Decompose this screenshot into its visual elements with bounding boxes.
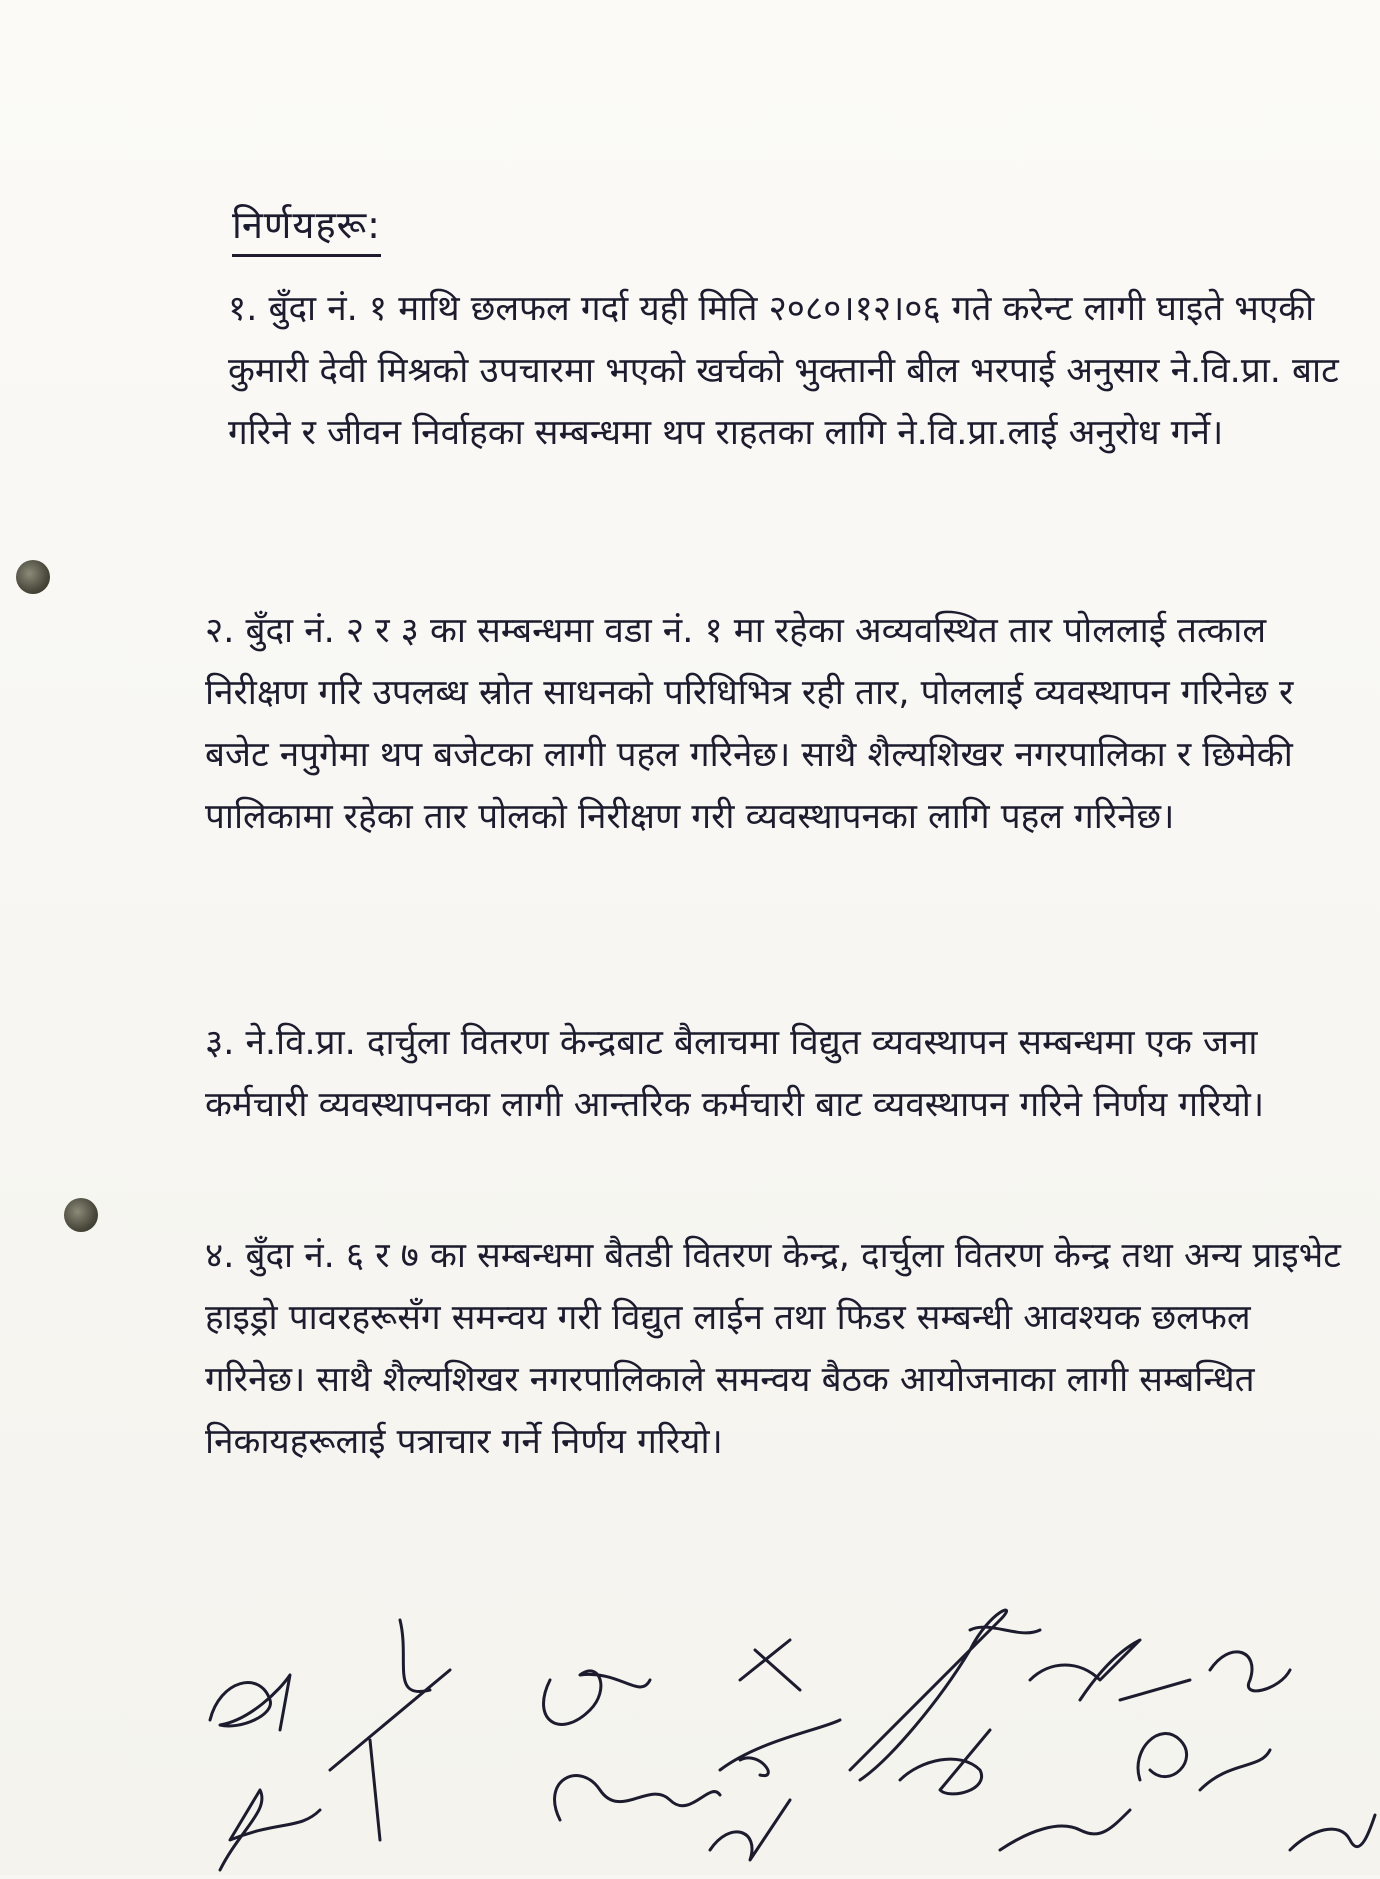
decision-number: १. (228, 289, 258, 329)
signature-5 (555, 1776, 720, 1820)
signature-14 (1290, 1815, 1375, 1850)
decision-item-4 (205, 1225, 1355, 1473)
signature-12 (1120, 1680, 1190, 1780)
decision-item-2 (205, 600, 1355, 848)
decision-item-3 (205, 1012, 1355, 1136)
decisions-heading: निर्णयहरू: (232, 198, 381, 257)
decision-text: बुँदा नं. ६ र ७ का सम्बन्धमा बैतडी वितरण केन्द्र, दार्चुला वितरण केन्द्र तथा अन्य प्राइभेट हाइड्रो पावरहरूसँग समन्वय गरी विद्युत लाईन तथा फिडर सम्बन्धी आवश्यक छलफल गरिनेछ। साथै शैल्यशिखर नगरपालिकाले समन्वय बैठक आयोजनाका लागी सम्बन्धित निकायहरूलाई पत्राचार गर्ने निर्णय गरियो। (205, 1236, 1352, 1462)
punch-hole-top (16, 560, 50, 594)
signatures-area (200, 1580, 1380, 1875)
signature-1 (210, 1675, 290, 1730)
decision-number: ३. (205, 1023, 235, 1063)
signature-3 (330, 1620, 450, 1840)
signature-13 (1200, 1652, 1290, 1790)
signature-11 (1000, 1810, 1130, 1850)
punch-hole-bottom (64, 1198, 98, 1232)
decision-text: बुँदा नं. १ माथि छलफल गर्दा यही मिति २०८०।१२।०६ गते करेन्ट लागी घाइते भएकी कुमारी देवी मिश्रको उपचारमा भएको खर्चको भुक्तानी बील भरपाई अनुसार ने.वि.प्रा. बाट गरिने र जीवन निर्वाहका सम्बन्धमा थप राहतका लागि ने.वि.प्रा.लाई अनुरोध गर्ने। (228, 289, 1350, 453)
signature-8 (850, 1610, 1040, 1780)
decision-text: बुँदा नं. २ र ३ का सम्बन्धमा वडा नं. १ मा रहेका अव्यवस्थित तार पोललाई तत्काल निरीक्षण गरि उपलब्ध स्रोत साधनको परिधिभित्र रही तार, पोललाई व्यवस्थापन गरिनेछ र बजेट नपुगेमा थप बजेटका लागी पहल गरिनेछ। साथै शैल्यशिखर नगरपालिका र छिमेकी पालिकामा रहेका तार पोलको निरीक्षण गरी व्यवस्थापनका लागि पहल गरिनेछ। (205, 611, 1305, 837)
decision-text: ने.वि.प्रा. दार्चुला वितरण केन्द्रबाट बैलाचमा विद्युत व्यवस्थापन सम्बन्धमा एक जना कर्मचारी व्यवस्थापनका लागी आन्तरिक कर्मचारी बाट व्यवस्थापन गरिने निर्णय गरियो। (205, 1023, 1269, 1125)
signature-6 (720, 1640, 840, 1776)
decision-number: ४. (205, 1236, 235, 1276)
decision-item-1 (228, 278, 1358, 464)
signature-4 (544, 1671, 650, 1724)
signature-9 (900, 1730, 990, 1794)
signature-7 (710, 1800, 790, 1860)
decision-number: २. (205, 611, 235, 651)
signature-2 (220, 1790, 320, 1870)
signature-10 (1030, 1640, 1140, 1700)
